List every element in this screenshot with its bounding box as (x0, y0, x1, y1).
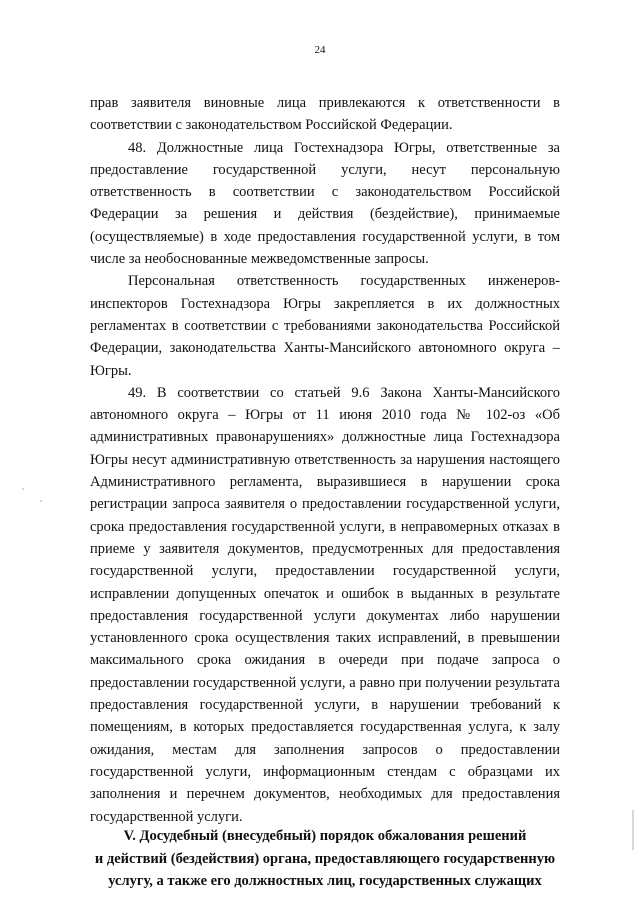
scan-edge-mark (632, 810, 634, 850)
section-heading (80, 825, 570, 893)
scan-speck (40, 500, 42, 502)
paragraph-49: 49. В соответствии со статьей 9.6 Закона Ханты-Мансийского автономного округа – Югры от 11 июня 2010 года № 102-оз «Об административных правонарушениях» должностные лица Гостехнадзора Югры несут административную ответственность за нарушения настоящего Административного регламента, выразившиеся в нарушении срока регистрации запроса заявителя о предоставлении государственной услуги, срока предоставления государственной услуги, в неправомерных отказах в приеме у заявителя документов, предусмотренных для предоставления государственной услуги, предоставлении государственной услуги, исправлении допущенных опечаток и ошибок в выданных в результате предоставления государственной услуги документах либо нарушении установленного срока осуществления таких исправлений, в превышении максимального срока ожидания в очереди при подаче запроса о предоставлении государственной услуги, а равно при получении результата предоставления государственной услуги, в нарушении требований к помещениям, в которых предоставляется государственная услуга, к залу ожидания, местам для заполнения запросов о предоставлении государственной услуги, информационным стендам с образцами их заполнения и перечнем документов, необходимых для предоставления государственной услуги. (90, 384, 560, 825)
heading-line-2: и действий (бездействия) органа, предоставляющего государственную (94, 850, 556, 867)
page-number: 24 (314, 44, 326, 56)
document-body (90, 92, 560, 828)
paragraph-48: 48. Должностные лица Гостехнадзора Югры, ответственные за предоставление государственной услуги, несут персональную ответственность в соответствии с законодательством Российской Федерации за решения и действия (бездействие), принимаемые (осуществляемые) в ходе предоставления государственной услуги, в том числе за необоснованные межведомственные запросы. (90, 139, 560, 268)
paragraph-continuation: прав заявителя виновные лица привлекаются к ответственности в соответствии с законодательством Российской Федерации. (90, 95, 560, 134)
paragraph-personal-responsibility: Персональная ответственность государственных инженеров-инспекторов Гостехнадзора Югры закрепляется в их должностных регламентах в соответствии с требованиями законодательства Российской Федерации, законодательства Ханты-Мансийского автономного округа – Югры. (90, 273, 560, 379)
scan-speck (22, 488, 24, 490)
heading-line-1: V. Досудебный (внесудебный) порядок обжалования решений (123, 828, 527, 844)
heading-line-3: услугу, а также его должностных лиц, государственных служащих (108, 873, 542, 889)
